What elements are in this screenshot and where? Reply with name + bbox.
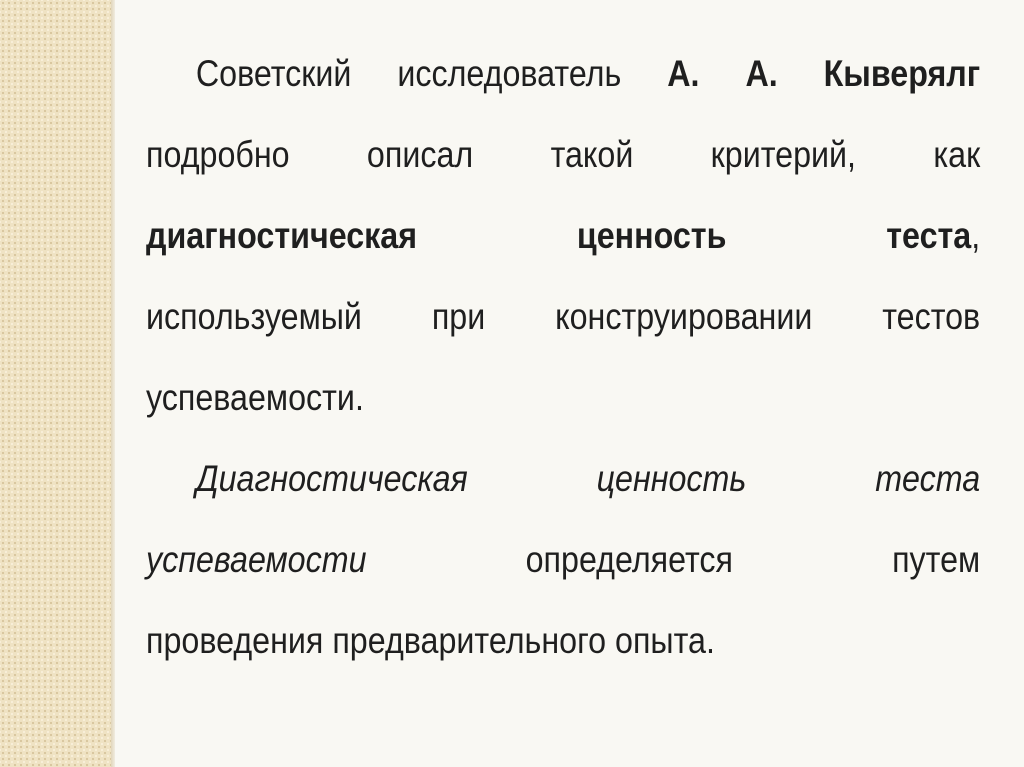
paragraph-2 xyxy=(146,445,980,688)
comma: , xyxy=(971,214,981,256)
italic-term: Диагностическая ценность теста xyxy=(195,457,981,499)
key-term-bold: диагностическая ценность теста xyxy=(146,214,972,256)
paragraph-2-line-1 xyxy=(146,445,980,526)
slide-text xyxy=(146,40,981,688)
paragraph-1-line-3 xyxy=(146,202,980,283)
paragraph-1-line-4: используемый при конструировании тестов xyxy=(146,295,981,337)
paragraph-1-line-2: подробно описал такой критерий, как xyxy=(146,133,981,175)
paragraph-2-line-2 xyxy=(146,526,980,607)
definition-text: определяется путем xyxy=(525,538,981,580)
italic-term-continued: успеваемости xyxy=(146,538,367,580)
decorative-side-strip xyxy=(0,0,111,767)
paragraph-2-line-3: проведения предварительного опыта. xyxy=(146,619,715,661)
paragraph-1 xyxy=(146,40,980,445)
paragraph-1-line-1 xyxy=(146,40,980,121)
author-name: А. А. Кыверялг xyxy=(667,52,981,94)
paragraph-1-line-5: успеваемости. xyxy=(146,376,364,418)
side-strip-edge xyxy=(111,0,115,767)
intro-text: Советский исследователь xyxy=(195,52,622,94)
